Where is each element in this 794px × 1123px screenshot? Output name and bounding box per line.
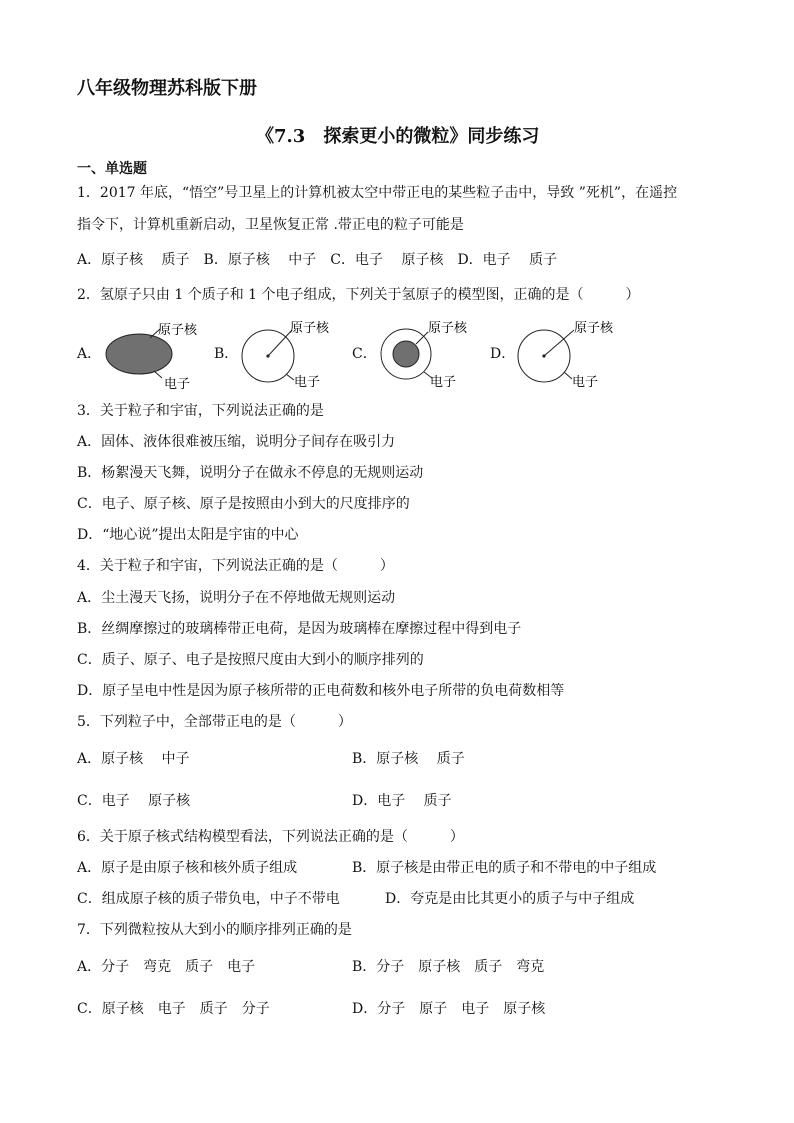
q3-option-d: D．“地心说”提出太阳是宇宙的中心: [77, 527, 299, 543]
q3-option-b: B．杨絮漫天飞舞，说明分子在做永不停息的无规则运动: [77, 465, 424, 481]
q2-option-b-letter: B．: [214, 346, 239, 362]
q4-option-b: B．丝绸摩擦过的玻璃棒带正电荷，是因为玻璃棒在摩擦过程中得到电子: [77, 621, 522, 637]
q4-option-a: A．尘土漫天飞扬，说明分子在不停地做无规则运动: [77, 590, 396, 606]
q7-option-d: D．分子 原子 电子 原子核: [352, 1001, 546, 1017]
q5-option-c: C．电子 原子核: [77, 793, 191, 809]
q2-figure-c: [378, 316, 488, 396]
q4-option-c: C．质子、原子、电子是按照尺度由大到小的顺序排列的: [77, 652, 424, 668]
q7-option-b: B．分子 原子核 质子 弯克: [352, 959, 545, 975]
q5-option-b: B．原子核 质子: [352, 751, 465, 767]
q2-b-nucleus-label: 原子核: [290, 321, 330, 336]
q3-stem: 3．关于粒子和宇宙，下列说法正确的是: [77, 403, 324, 419]
q2-a-nucleus-label: 原子核: [158, 323, 198, 338]
section-heading: 一、单选题: [77, 161, 147, 177]
q6-option-a: A．原子是由原子核和核外质子组成: [77, 860, 298, 876]
q2-figure-b: [240, 316, 350, 396]
q6-option-c: C．组成原子核的质子带负电，中子不带电: [77, 891, 340, 907]
q2-d-nucleus-label: 原子核: [574, 321, 614, 336]
q2-option-a-letter: A．: [77, 346, 102, 362]
q7-option-c: C．原子核 电子 质子 分子: [77, 1001, 270, 1017]
q2-d-electron-label: 电子: [572, 375, 599, 390]
q2-option-d-letter: D．: [490, 346, 516, 362]
q2-option-c-letter: C．: [352, 346, 377, 362]
q7-option-a: A．分子 弯克 质子 电子: [77, 959, 256, 975]
q2-figure-d: [516, 316, 626, 396]
q3-option-c: C．电子、原子核、原子是按照由小到大的尺度排序的: [77, 496, 410, 512]
q2-c-electron-label: 电子: [430, 375, 457, 390]
q5-option-a: A．原子核 中子: [77, 751, 190, 767]
q3-option-a: A．固体、液体很难被压缩，说明分子间存在吸引力: [77, 434, 396, 450]
q1-stem-line2: 指令下，计算机重新启动，卫星恢复正常 .带正电的粒子可能是: [77, 217, 464, 233]
q6-option-d: D．夸克是由比其更小的质子与中子组成: [385, 891, 635, 907]
q2-c-nucleus-label: 原子核: [428, 321, 468, 336]
q2-stem: 2．氢原子只由 1 个质子和 1 个电子组成，下列关于氢原子的模型图，正确的是（ ）: [77, 287, 640, 303]
q5-stem: 5．下列粒子中，全部带正电的是（ ）: [77, 714, 352, 730]
q2-figure-a: [102, 316, 212, 396]
q6-stem: 6．关于原子核式结构模型看法，下列说法正确的是（ ）: [77, 829, 464, 845]
q4-stem: 4．关于粒子和宇宙，下列说法正确的是（ ）: [77, 558, 394, 574]
q4-option-d: D．原子呈电中性是因为原子核所带的正电荷数和核外电子所带的负电荷数相等: [77, 683, 565, 699]
q2-a-electron-label: 电子: [164, 377, 191, 392]
document-header: 八年级物理苏科版下册: [77, 78, 257, 99]
q5-option-d: D．电子 质子: [352, 793, 452, 809]
q7-stem: 7．下列微粒按从大到小的顺序排列正确的是: [77, 922, 352, 938]
q1-stem-line1: 1．2017 年底，“悟空”号卫星上的计算机被太空中带正电的某些粒子击中，导致 ”死机”，在遥控: [77, 185, 678, 201]
q2-b-electron-label: 电子: [294, 375, 321, 390]
document-title: 《7.3 探索更小的微粒》同步练习: [256, 126, 540, 147]
q6-option-b: B．原子核是由带正电的质子和不带电的中子组成: [352, 860, 657, 876]
q1-options: A．原子核 质子 B．原子核 中子 C．电子 原子核 D．电子 质子: [77, 252, 558, 268]
